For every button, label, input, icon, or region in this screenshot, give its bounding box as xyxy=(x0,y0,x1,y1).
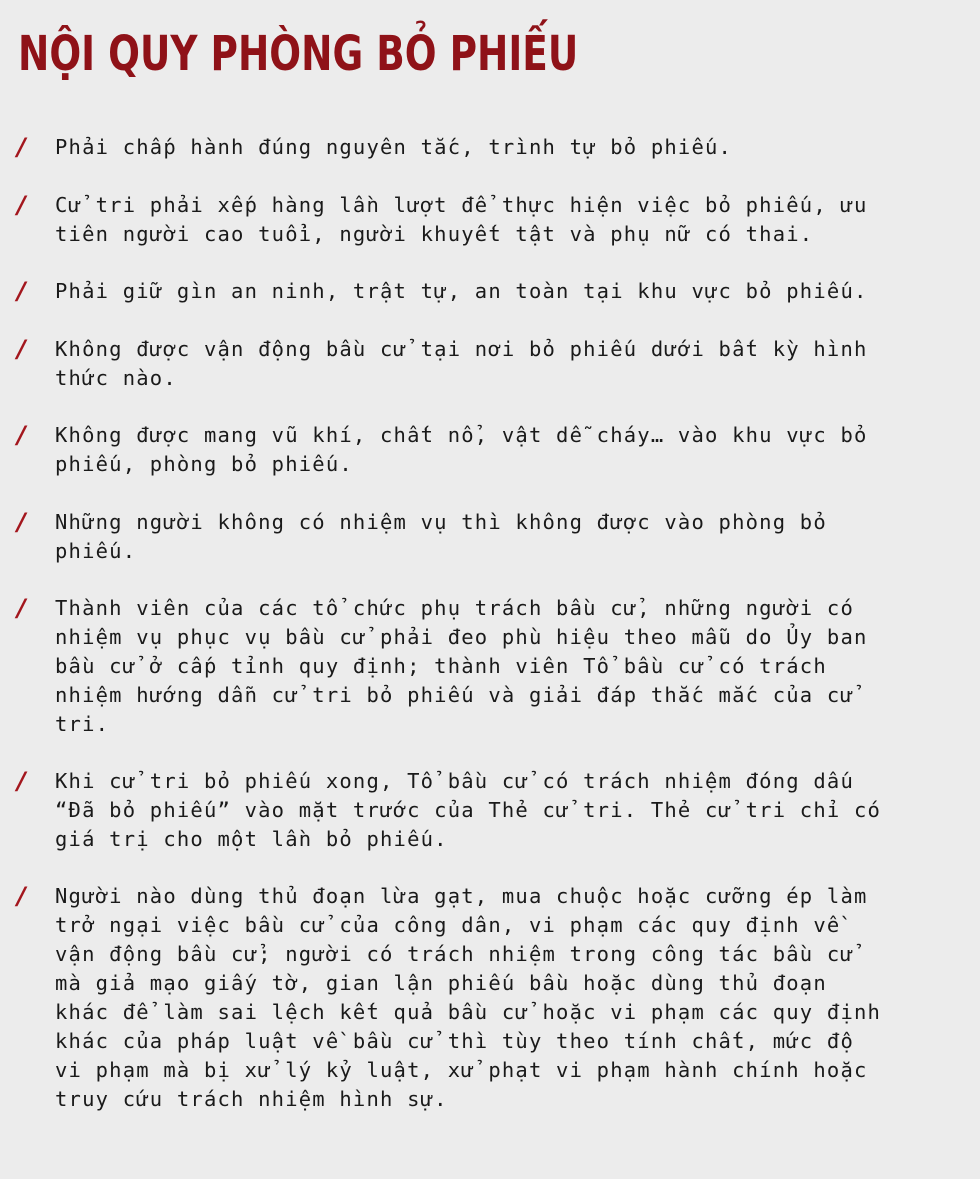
rule-line: Thành viên của các tổ chức phụ trách bầu cử, những người có xyxy=(55,596,854,620)
rule-line: “Đã bỏ phiếu” vào mặt trước của Thẻ cử tri. Thẻ cử tri chỉ có xyxy=(55,798,882,822)
rule-text xyxy=(55,335,960,393)
rule-line: Khi cử tri bỏ phiếu xong, Tổ bầu cử có trách nhiệm đóng dấu xyxy=(55,769,854,793)
rule-line: khác để làm sai lệch kết quả bầu cử hoặc vi phạm các quy định xyxy=(55,1000,882,1024)
slash-bullet-icon: / xyxy=(17,421,26,449)
rule-line: thức nào. xyxy=(55,366,177,390)
rule-line: bầu cử ở cấp tỉnh quy định; thành viên Tổ bầu cử có trách xyxy=(55,654,827,678)
rule-text xyxy=(55,191,960,249)
slash-bullet-icon: / xyxy=(17,277,26,305)
rule-line: giá trị cho một lần bỏ phiếu. xyxy=(55,827,448,851)
slash-bullet-icon: / xyxy=(17,767,26,795)
rule-line: vận động bầu cử; người có trách nhiệm trong công tác bầu cử xyxy=(55,942,854,966)
rule-line: Phải giữ gìn an ninh, trật tự, an toàn tại khu vực bỏ phiếu. xyxy=(55,279,868,303)
slash-bullet-icon: / xyxy=(17,335,26,363)
slash-bullet-icon: / xyxy=(17,882,26,910)
rule-line: Không được vận động bầu cử tại nơi bỏ phiếu dưới bất kỳ hình xyxy=(55,337,868,361)
rule-text xyxy=(55,421,960,479)
slash-bullet-icon: / xyxy=(17,508,26,536)
rule-line: khác của pháp luật về bầu cử thì tùy theo tính chất, mức độ xyxy=(55,1029,854,1053)
rule-line: nhiệm vụ phục vụ bầu cử phải đeo phù hiệu theo mẫu do Ủy ban xyxy=(55,625,868,649)
rule-text xyxy=(55,277,960,306)
rule-line: Người nào dùng thủ đoạn lừa gạt, mua chuộc hoặc cưỡng ép làm xyxy=(55,884,868,908)
rule-line: nhiệm hướng dẫn cử tri bỏ phiếu và giải đáp thắc mắc của cử xyxy=(55,683,854,707)
rule-text xyxy=(55,508,960,566)
page-title: NỘI QUY PHÒNG BỎ PHIẾU xyxy=(18,26,579,82)
rule-line: Cử tri phải xếp hàng lần lượt để thực hiện việc bỏ phiếu, ưu xyxy=(55,193,868,217)
slash-bullet-icon: / xyxy=(17,191,26,219)
rule-line: Phải chấp hành đúng nguyên tắc, trình tự bỏ phiếu. xyxy=(55,135,733,159)
slash-bullet-icon: / xyxy=(17,133,26,161)
rule-line: phiếu. xyxy=(55,539,137,563)
rule-text xyxy=(55,882,960,1114)
rule-line: tiên người cao tuổi, người khuyết tật và phụ nữ có thai. xyxy=(55,222,814,246)
rule-text xyxy=(55,594,960,739)
rule-line: vi phạm mà bị xử lý kỷ luật, xử phạt vi phạm hành chính hoặc xyxy=(55,1058,868,1082)
rule-line: truy cứu trách nhiệm hình sự. xyxy=(55,1087,448,1111)
rule-line: Những người không có nhiệm vụ thì không được vào phòng bỏ xyxy=(55,510,827,534)
rule-line: Không được mang vũ khí, chất nổ, vật dễ cháy… vào khu vực bỏ xyxy=(55,423,868,447)
rule-line: mà giả mạo giấy tờ, gian lận phiếu bầu hoặc dùng thủ đoạn xyxy=(55,971,827,995)
rule-line: tri. xyxy=(55,712,110,736)
rule-line: phiếu, phòng bỏ phiếu. xyxy=(55,452,353,476)
rule-text xyxy=(55,133,960,162)
slash-bullet-icon: / xyxy=(17,594,26,622)
rule-text xyxy=(55,767,960,854)
rule-line: trở ngại việc bầu cử của công dân, vi phạm các quy định về xyxy=(55,913,841,937)
